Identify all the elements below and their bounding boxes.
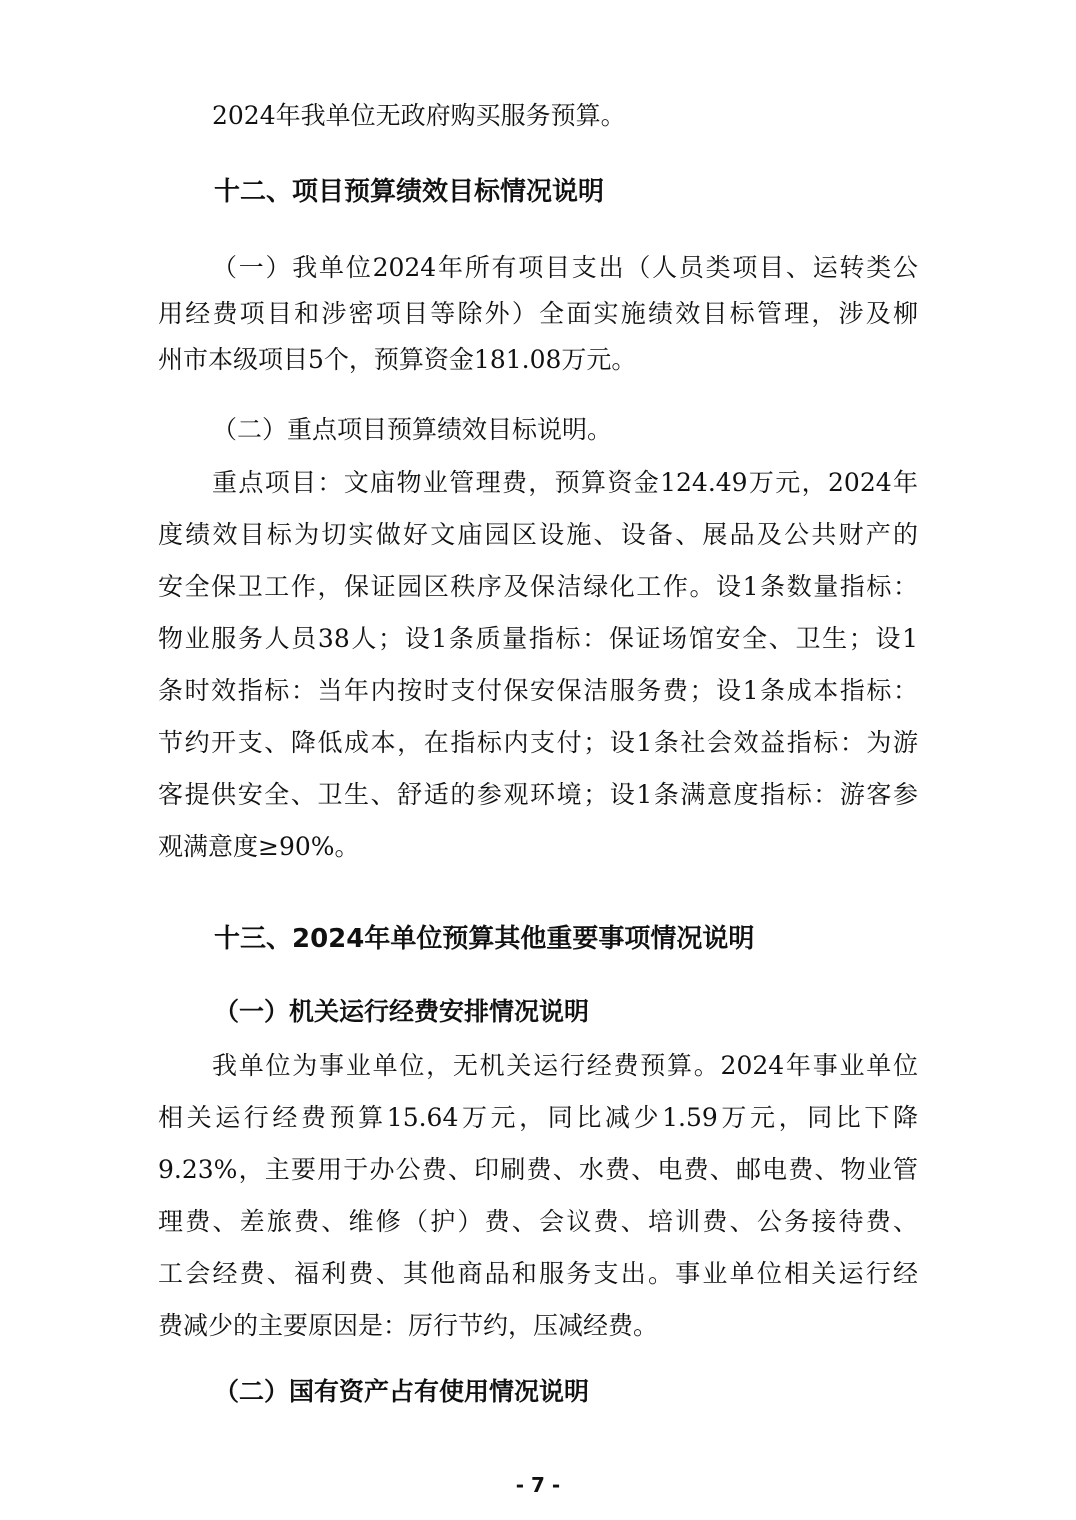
- body-line: （二）重点项目预算绩效目标说明。: [212, 415, 613, 444]
- body-line: 工会经费、福利费、其他商品和服务支出。事业单位相关运行经: [158, 1259, 918, 1288]
- body-line: （一）我单位2024年所有项目支出（人员类项目、运转类公: [212, 253, 918, 282]
- body-line: 用经费项目和涉密项目等除外）全面实施绩效目标管理，涉及柳: [158, 299, 918, 328]
- section-heading-12: 十二、项目预算绩效目标情况说明: [214, 177, 605, 207]
- body-line: 9.23%，主要用于办公费、印刷费、水费、电费、邮电费、物业管: [158, 1155, 918, 1184]
- body-line: 理费、差旅费、维修（护）费、会议费、培训费、公务接待费、: [158, 1207, 918, 1236]
- body-line: 物业服务人员38人；设1条质量指标：保证场馆安全、卫生；设1: [158, 624, 918, 653]
- body-line: 节约开支、降低成本，在指标内支付；设1条社会效益指标：为游: [158, 728, 918, 757]
- body-line: 度绩效目标为切实做好文庙园区设施、设备、展品及公共财产的: [158, 520, 918, 549]
- section-heading-13: 十三、2024年单位预算其他重要事项情况说明: [214, 924, 755, 954]
- subsection-heading-13-1: （一）机关运行经费安排情况说明: [214, 997, 590, 1026]
- body-line: 州市本级项目5个，预算资金181.08万元。: [158, 345, 637, 374]
- body-line: 重点项目：文庙物业管理费，预算资金124.49万元，2024年: [212, 468, 918, 497]
- subsection-heading-13-2: （二）国有资产占有使用情况说明: [214, 1377, 590, 1406]
- body-line: 相关运行经费预算15.64万元，同比减少1.59万元，同比下降: [158, 1103, 918, 1132]
- body-line: 我单位为事业单位，无机关运行经费预算。2024年事业单位: [212, 1051, 918, 1080]
- body-line: 2024年我单位无政府购买服务预算。: [212, 101, 626, 130]
- body-line: 费减少的主要原因是：厉行节约，压减经费。: [158, 1311, 659, 1340]
- body-line: 观满意度≥90%。: [158, 832, 360, 861]
- body-line: 安全保卫工作，保证园区秩序及保洁绿化工作。设1条数量指标：: [158, 572, 918, 601]
- page-number: - 7 -: [515, 1473, 561, 1497]
- body-line: 条时效指标：当年内按时支付保安保洁服务费；设1条成本指标：: [158, 676, 918, 705]
- body-line: 客提供安全、卫生、舒适的参观环境；设1条满意度指标：游客参: [158, 780, 918, 809]
